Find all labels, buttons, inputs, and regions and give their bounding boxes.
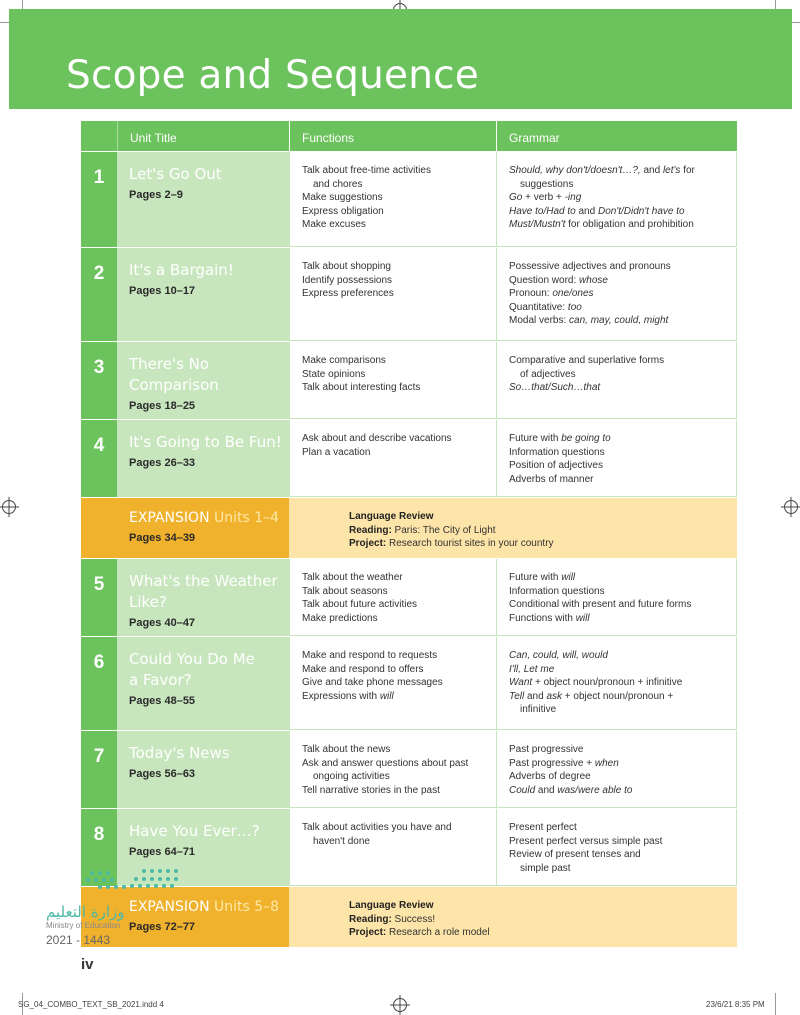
function-text: Give and take phone messages <box>302 677 443 689</box>
logo-year-text: 2021 - 1443 <box>46 933 111 945</box>
grammar-part: Have to/Had to <box>509 205 576 217</box>
grammar-part: Future with <box>509 433 562 444</box>
grammar-part: ask <box>546 690 563 702</box>
grammar-part: and <box>524 690 547 702</box>
expansion-line-label: Project: <box>349 538 387 550</box>
unit-pages: Pages 48–55 <box>129 695 196 707</box>
functions-cell <box>289 637 496 730</box>
grammar-item <box>509 218 730 232</box>
grammar-item <box>509 757 730 771</box>
grammar-part: whose <box>579 274 608 286</box>
file-slug: SG_04_COMBO_TEXT_SB_2021.indd 4 <box>18 1000 164 1009</box>
header-grammar: Grammar <box>496 121 737 151</box>
grammar-part: + verb + <box>522 192 565 204</box>
unit-pages: Pages 64–71 <box>129 846 196 858</box>
grammar-part: infinitive <box>520 704 557 716</box>
unit-title <box>129 649 289 691</box>
grammar-part: and <box>535 784 558 796</box>
grammar-part: Don't/Didn't have to <box>597 205 685 217</box>
grammar-cell <box>496 559 737 636</box>
grammar-cell <box>496 342 737 419</box>
function-item <box>302 663 490 677</box>
function-item <box>302 354 490 368</box>
grammar-part: + object noun/pronoun + <box>562 690 674 702</box>
table-header <box>81 121 737 152</box>
grammar-part: Quantitative: <box>509 301 568 313</box>
function-item <box>302 287 490 301</box>
function-text: Make suggestions <box>302 192 383 204</box>
unit-pages: Pages 56–63 <box>129 768 196 780</box>
function-item <box>302 218 490 232</box>
grammar-part: Adverbs of degree <box>509 771 591 783</box>
expansion-pages: Pages 72–77 <box>129 921 196 933</box>
date-slug: 23/6/21 8:35 PM <box>706 1000 765 1009</box>
unit-pages: Pages 26–33 <box>129 457 196 469</box>
function-item <box>302 368 490 382</box>
grammar-item <box>509 690 730 704</box>
unit-title <box>129 821 289 842</box>
grammar-part: Conditional with present and future forms <box>509 599 692 611</box>
expansion-line-label: Reading: <box>349 524 392 536</box>
functions-cell <box>289 420 496 497</box>
unit-row <box>81 342 737 420</box>
unit-row <box>81 559 737 637</box>
function-item <box>302 178 490 192</box>
unit-pages: Pages 10–17 <box>129 285 196 297</box>
grammar-part: Question word: <box>509 274 580 286</box>
expansion-units: Units 1–4 <box>209 510 280 526</box>
unit-title <box>129 260 289 281</box>
grammar-item <box>509 205 730 219</box>
unit-title-line: What's the Weather <box>129 572 278 590</box>
function-text: Talk about shopping <box>302 261 391 272</box>
expansion-line <box>349 537 737 551</box>
grammar-part: So…that/Such…that <box>509 382 601 394</box>
grammar-cell <box>496 420 737 497</box>
grammar-part: Could <box>509 784 536 796</box>
grammar-item <box>509 459 730 473</box>
grammar-part: Position of adjectives <box>509 460 603 472</box>
grammar-part: Adverbs of manner <box>509 473 594 485</box>
function-item <box>302 446 490 460</box>
grammar-cell <box>496 809 737 886</box>
grammar-part: Tell <box>509 690 525 702</box>
expansion-body <box>289 498 737 558</box>
expansion-line <box>349 899 737 913</box>
expansion-pages: Pages 34–39 <box>129 532 196 544</box>
grammar-part: Comparative and superlative forms <box>509 355 665 366</box>
function-text: Tell narrative stories in the past <box>302 784 440 796</box>
function-text: Ask about and describe vacations <box>302 433 452 444</box>
header-number-cell <box>81 121 117 151</box>
grammar-part: Modal verbs: <box>509 315 570 327</box>
unit-pages: Pages 2–9 <box>129 189 183 201</box>
scope-sequence-table <box>81 121 737 948</box>
unit-title <box>129 164 289 185</box>
unit-title <box>129 354 289 396</box>
function-text: Talk about free-time activities <box>302 165 431 176</box>
grammar-part: will <box>575 612 590 624</box>
expansion-label: EXPANSION <box>129 510 210 526</box>
grammar-part: be going to <box>561 433 611 444</box>
grammar-part: let's <box>662 165 681 176</box>
function-text: Talk about the news <box>302 744 391 755</box>
function-text: Make comparisons <box>302 355 386 366</box>
function-text: Make predictions <box>302 612 378 624</box>
grammar-cell <box>496 152 737 247</box>
grammar-item <box>509 743 730 757</box>
grammar-item <box>509 835 730 849</box>
function-item <box>302 835 490 849</box>
grammar-item <box>509 274 730 288</box>
function-text: Identify possessions <box>302 274 393 286</box>
function-item <box>302 164 490 178</box>
logo-arabic-text: وزارة التعليم <box>46 903 125 921</box>
function-item <box>302 274 490 288</box>
functions-cell <box>289 342 496 419</box>
unit-title-line: It's Going to Be Fun! <box>129 433 282 451</box>
function-text: Ask and answer questions about past <box>302 757 469 769</box>
expansion-body <box>289 887 737 947</box>
grammar-item <box>509 191 730 205</box>
grammar-part: and <box>575 205 598 217</box>
grammar-item <box>509 354 730 368</box>
expansion-line-text: Research a role model <box>386 927 490 939</box>
unit-title-line: a Favor? <box>129 671 192 689</box>
unit-title-cell <box>117 248 289 341</box>
function-item <box>302 676 490 690</box>
grammar-part: Go <box>509 192 523 204</box>
function-text: Talk about activities you have and <box>302 822 452 833</box>
grammar-cell <box>496 731 737 808</box>
grammar-part: Past progressive + <box>509 757 595 769</box>
unit-title-line: Comparison <box>129 376 219 394</box>
unit-number: 7 <box>81 731 117 808</box>
function-text: Make and respond to offers <box>302 663 424 675</box>
unit-number: 8 <box>81 809 117 886</box>
grammar-part: Past progressive <box>509 744 584 755</box>
function-item <box>302 743 490 757</box>
unit-title-line: Could You Do Me <box>129 650 255 668</box>
expansion-title-cell <box>81 498 289 558</box>
function-item <box>302 598 490 612</box>
grammar-cell <box>496 248 737 341</box>
function-text: haven't done <box>313 835 370 847</box>
grammar-item <box>509 703 730 717</box>
unit-pages: Pages 18–25 <box>129 400 196 412</box>
grammar-part: and <box>640 165 663 176</box>
function-text: Talk about interesting facts <box>302 382 421 394</box>
grammar-part: Can, could, will, would <box>509 650 608 661</box>
grammar-cell <box>496 637 737 730</box>
function-item <box>302 649 490 663</box>
grammar-item <box>509 862 730 876</box>
functions-cell <box>289 248 496 341</box>
grammar-part: Possessive adjectives and pronouns <box>509 261 671 272</box>
grammar-item <box>509 663 730 677</box>
function-text: Make and respond to requests <box>302 650 438 661</box>
expansion-line <box>349 524 737 538</box>
function-text: Talk about future activities <box>302 599 418 611</box>
grammar-item <box>509 178 730 192</box>
grammar-item <box>509 676 730 690</box>
grammar-item <box>509 164 730 178</box>
grammar-item <box>509 446 730 460</box>
unit-title-line: Today's News <box>129 744 230 762</box>
grammar-part: too <box>567 301 582 313</box>
function-item <box>302 784 490 798</box>
grammar-item <box>509 598 730 612</box>
grammar-part: Present perfect versus simple past <box>509 835 663 847</box>
unit-title <box>129 432 289 453</box>
unit-title-cell <box>117 152 289 247</box>
expansion-line <box>349 926 737 940</box>
title-banner <box>9 9 792 109</box>
function-item <box>302 690 490 704</box>
grammar-part: when <box>594 757 619 769</box>
grammar-item <box>509 260 730 274</box>
expansion-line-label: Language Review <box>349 900 434 911</box>
grammar-part: Review of present tenses and <box>509 849 641 861</box>
function-text: State opinions <box>302 368 366 380</box>
grammar-part: for obligation and prohibition <box>565 219 694 231</box>
function-item <box>302 757 490 771</box>
grammar-part: Want <box>509 677 533 689</box>
unit-number: 4 <box>81 420 117 497</box>
unit-title-line: There's No <box>129 355 210 373</box>
grammar-part: Information questions <box>509 585 605 597</box>
function-item <box>302 432 490 446</box>
grammar-item <box>509 571 730 585</box>
grammar-part: -ing <box>564 192 582 204</box>
expansion-line-label: Language Review <box>349 511 434 522</box>
unit-row <box>81 731 737 809</box>
grammar-part: one/ones <box>552 288 594 300</box>
grammar-part: Functions with <box>509 612 576 624</box>
expansion-line-text: Paris: The City of Light <box>391 524 496 536</box>
grammar-item <box>509 381 730 395</box>
unit-title-cell <box>117 420 289 497</box>
expansion-line-text: Research tourist sites in your country <box>386 538 554 550</box>
grammar-part: Information questions <box>509 446 605 458</box>
unit-number: 6 <box>81 637 117 730</box>
expansion-units: Units 5–8 <box>209 899 280 915</box>
function-item <box>302 260 490 274</box>
unit-pages: Pages 40–47 <box>129 617 196 629</box>
function-item <box>302 571 490 585</box>
grammar-part: can, may, could, might <box>569 315 669 327</box>
grammar-part: for <box>680 165 695 176</box>
function-text: Express obligation <box>302 205 384 217</box>
registration-mark-icon <box>2 500 16 514</box>
unit-number: 3 <box>81 342 117 419</box>
grammar-part: will <box>561 572 576 583</box>
crop-mark <box>775 993 776 1015</box>
registration-mark-icon <box>784 500 798 514</box>
function-text: Talk about seasons <box>302 585 388 597</box>
functions-cell <box>289 809 496 886</box>
grammar-part: I'll, Let me <box>509 663 555 675</box>
function-item <box>302 612 490 626</box>
grammar-item <box>509 821 730 835</box>
grammar-part: Present perfect <box>509 822 577 833</box>
grammar-item <box>509 770 730 784</box>
grammar-part: Future with <box>509 572 562 583</box>
function-text: Talk about the weather <box>302 572 403 583</box>
expansion-row <box>81 498 737 559</box>
grammar-part: Should, why don't/doesn't…?, <box>509 165 641 176</box>
grammar-item <box>509 301 730 315</box>
expansion-label: EXPANSION <box>129 899 210 915</box>
logo-english-text: Ministry of Education <box>46 921 121 930</box>
unit-title <box>129 571 289 613</box>
unit-row <box>81 420 737 498</box>
function-item <box>302 205 490 219</box>
registration-mark-icon <box>393 998 407 1012</box>
grammar-part: was/were able to <box>557 784 633 796</box>
unit-row <box>81 248 737 342</box>
function-text: Plan a vacation <box>302 446 371 458</box>
page-number: iv <box>81 956 94 973</box>
unit-title-cell <box>117 637 289 730</box>
unit-number: 5 <box>81 559 117 636</box>
unit-title-line: Let's Go Out <box>129 165 222 183</box>
grammar-item <box>509 287 730 301</box>
functions-cell <box>289 152 496 247</box>
function-text: and chores <box>313 178 363 190</box>
grammar-part: simple past <box>520 862 571 874</box>
unit-title <box>129 743 289 764</box>
grammar-item <box>509 314 730 328</box>
unit-number: 1 <box>81 152 117 247</box>
grammar-part: Must/Mustn't <box>509 219 566 231</box>
expansion-line-text: Success! <box>391 913 436 925</box>
function-text: ongoing activities <box>313 771 390 783</box>
grammar-item <box>509 649 730 663</box>
unit-title-line: Like? <box>129 593 167 611</box>
unit-row <box>81 637 737 731</box>
function-item <box>302 191 490 205</box>
unit-title-cell <box>117 342 289 419</box>
grammar-part: suggestions <box>520 178 574 190</box>
expansion-line-label: Reading: <box>349 913 392 925</box>
ministry-logo <box>44 865 184 945</box>
function-text: Make excuses <box>302 219 366 231</box>
grammar-part: of adjectives <box>520 368 576 380</box>
function-item <box>302 585 490 599</box>
grammar-item <box>509 612 730 626</box>
functions-cell <box>289 731 496 808</box>
header-functions: Functions <box>289 121 496 151</box>
unit-row <box>81 152 737 248</box>
grammar-item <box>509 473 730 487</box>
function-italic: will <box>379 690 394 702</box>
expansion-line <box>349 913 737 927</box>
grammar-item <box>509 585 730 599</box>
grammar-part: Pronoun: <box>509 288 553 300</box>
expansion-line-label: Project: <box>349 927 387 939</box>
function-item <box>302 381 490 395</box>
grammar-item <box>509 432 730 446</box>
expansion-title <box>129 510 289 526</box>
unit-title-line: Have You Ever…? <box>129 822 260 840</box>
unit-title-line: It's a Bargain! <box>129 261 234 279</box>
unit-number: 2 <box>81 248 117 341</box>
grammar-item <box>509 368 730 382</box>
unit-title-cell <box>117 559 289 636</box>
function-item <box>302 821 490 835</box>
functions-cell <box>289 559 496 636</box>
header-unit-title: Unit Title <box>117 121 289 151</box>
function-text: Express preferences <box>302 288 394 300</box>
grammar-item <box>509 784 730 798</box>
expansion-line <box>349 510 737 524</box>
function-item <box>302 770 490 784</box>
page-title: Scope and Sequence <box>66 53 479 98</box>
grammar-part: + object noun/pronoun + infinitive <box>532 677 683 689</box>
function-text: Expressions with <box>302 690 380 702</box>
unit-title-cell <box>117 731 289 808</box>
grammar-item <box>509 848 730 862</box>
